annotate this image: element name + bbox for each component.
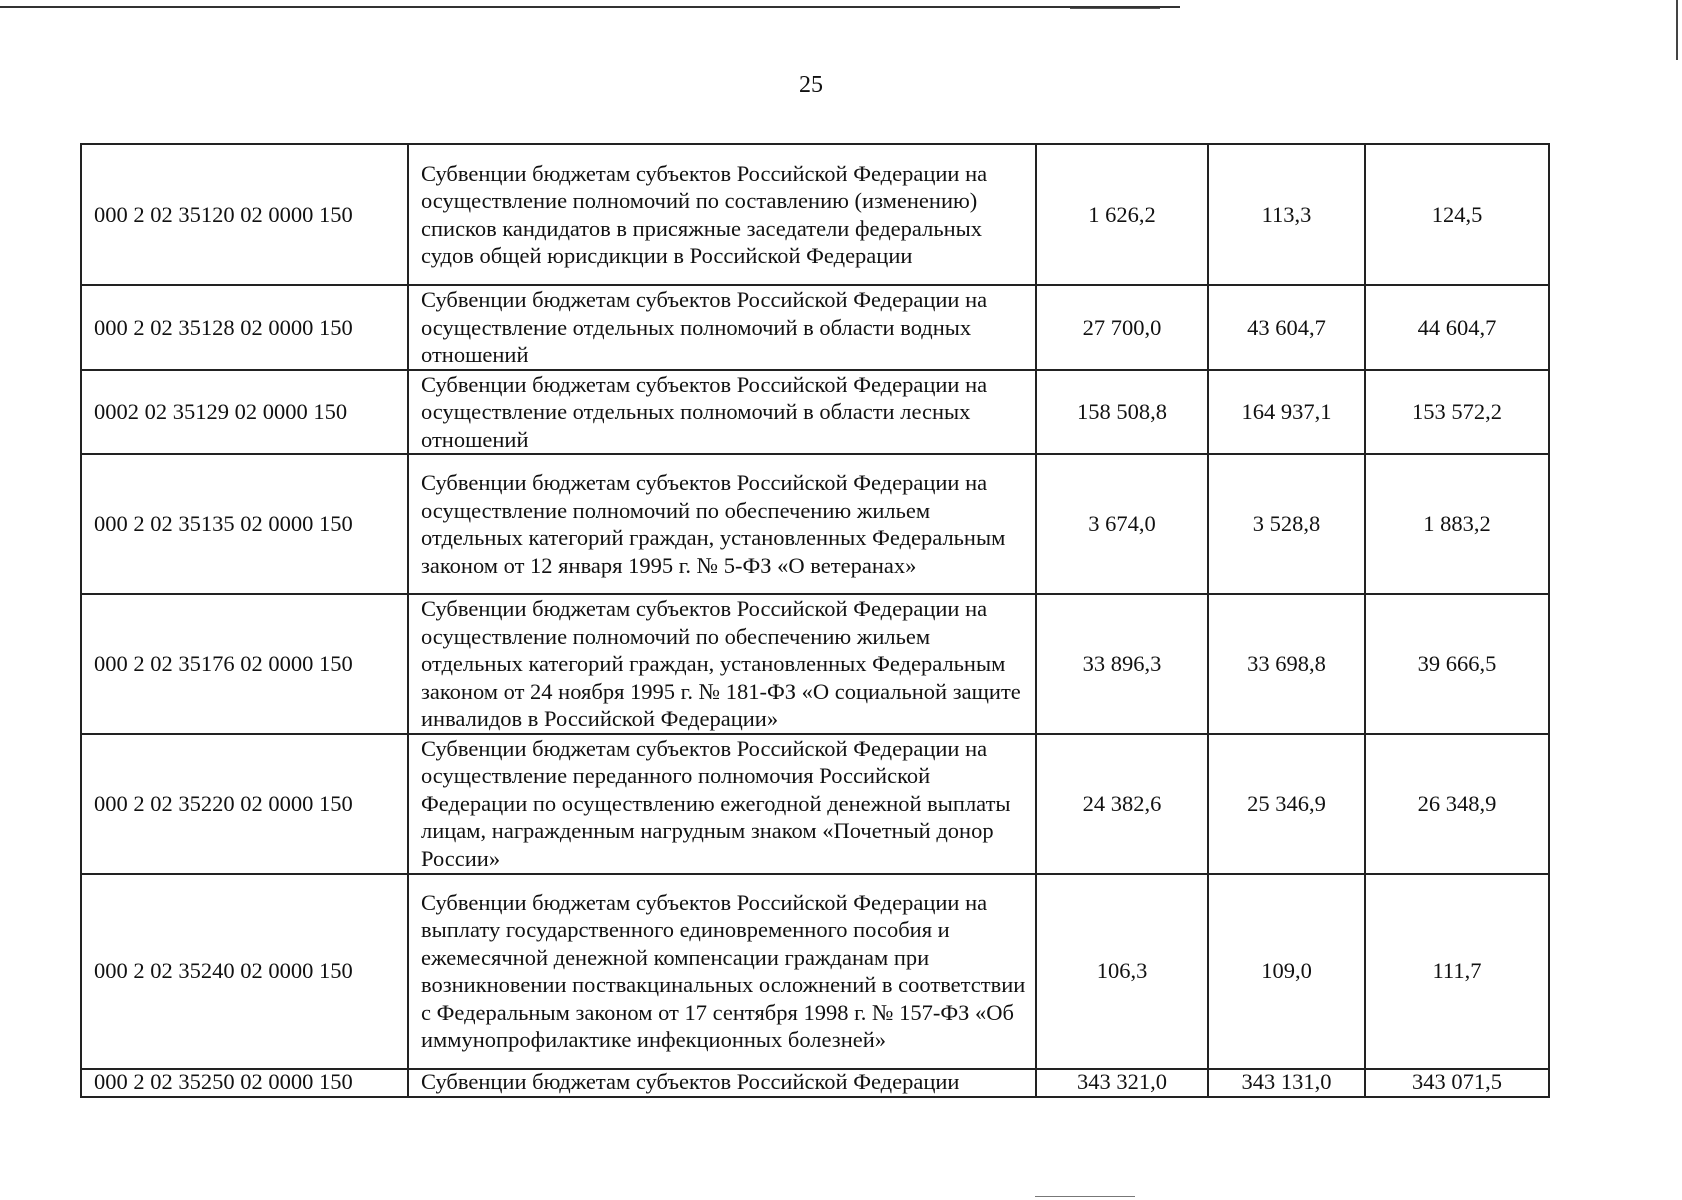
budget-code-cell: 000 2 02 35176 02 0000 150 <box>81 594 408 734</box>
value-year-2-cell: 43 604,7 <box>1208 285 1365 370</box>
value-year-1-cell: 158 508,8 <box>1036 370 1208 455</box>
top-scan-rule-fragment <box>1070 8 1160 9</box>
value-year-1-cell: 1 626,2 <box>1036 144 1208 285</box>
table-row <box>81 734 1549 874</box>
income-name-cell: Субвенции бюджетам субъектов Российской Федерации на осуществление полномочий по обеспечению жильем отдельных категорий граждан, установленных Федеральным законом от 24 ноября 1995 г. № 181-ФЗ «О социальной защите инвалидов в Российской Федерации» <box>408 594 1036 734</box>
income-name-cell: Субвенции бюджетам субъектов Российской Федерации на осуществление полномочий по составлению (изменению) списков кандидатов в присяжные заседатели федеральных судов общей юрисдикции в Российской Федерации <box>408 144 1036 285</box>
page-number: 25 <box>799 72 823 98</box>
table-row <box>81 454 1549 594</box>
income-name-cell: Субвенции бюджетам субъектов Российской Федерации на осуществление полномочий по обеспечению жильем отдельных категорий граждан, установленных Федеральным законом от 12 января 1995 г. № 5-ФЗ «О ветеранах» <box>408 454 1036 594</box>
value-year-3-cell: 153 572,2 <box>1365 370 1549 455</box>
budget-code-cell: 000 2 02 35128 02 0000 150 <box>81 285 408 370</box>
value-year-1-cell: 33 896,3 <box>1036 594 1208 734</box>
income-name-cell: Субвенции бюджетам субъектов Российской Федерации на выплату государственного единовременного пособия и ежемесячной денежной компенсации гражданам при возникновении поствакцинальных осложнений в соответствии с Федеральным законом от 17 сентября 1998 г. № 157-ФЗ «Об иммунопрофилактике инфекционных болезней» <box>408 874 1036 1069</box>
value-year-2-cell: 109,0 <box>1208 874 1365 1069</box>
budget-table <box>80 143 1550 1098</box>
right-scan-edge <box>1676 0 1678 60</box>
value-year-2-cell: 25 346,9 <box>1208 734 1365 874</box>
value-year-1-cell: 24 382,6 <box>1036 734 1208 874</box>
table-row <box>81 874 1549 1069</box>
budget-code-cell: 000 2 02 35120 02 0000 150 <box>81 144 408 285</box>
income-name-cell: Субвенции бюджетам субъектов Российской Федерации на осуществление отдельных полномочий в области водных отношений <box>408 285 1036 370</box>
value-year-2-cell: 33 698,8 <box>1208 594 1365 734</box>
value-year-1-cell: 343 321,0 <box>1036 1069 1208 1097</box>
value-year-3-cell: 44 604,7 <box>1365 285 1549 370</box>
value-year-2-cell: 3 528,8 <box>1208 454 1365 594</box>
top-scan-rule <box>0 6 1180 8</box>
table-row <box>81 1069 1549 1097</box>
value-year-2-cell: 164 937,1 <box>1208 370 1365 455</box>
bottom-scan-rule <box>1035 1196 1135 1197</box>
value-year-3-cell: 39 666,5 <box>1365 594 1549 734</box>
budget-code-cell: 000 2 02 35240 02 0000 150 <box>81 874 408 1069</box>
value-year-2-cell: 343 131,0 <box>1208 1069 1365 1097</box>
budget-code-cell: 000 2 02 35250 02 0000 150 <box>81 1069 408 1097</box>
budget-code-cell: 000 2 02 35135 02 0000 150 <box>81 454 408 594</box>
value-year-2-cell: 113,3 <box>1208 144 1365 285</box>
value-year-3-cell: 26 348,9 <box>1365 734 1549 874</box>
income-name-cell: Субвенции бюджетам субъектов Российской Федерации <box>408 1069 1036 1097</box>
value-year-3-cell: 1 883,2 <box>1365 454 1549 594</box>
value-year-3-cell: 124,5 <box>1365 144 1549 285</box>
table-row <box>81 370 1549 455</box>
income-name-cell: Субвенции бюджетам субъектов Российской Федерации на осуществление переданного полномочия Российской Федерации по осуществлению ежегодной денежной выплаты лицам, награжденным нагрудным знаком «Почетный донор России» <box>408 734 1036 874</box>
value-year-1-cell: 27 700,0 <box>1036 285 1208 370</box>
budget-code-cell: 000 2 02 35220 02 0000 150 <box>81 734 408 874</box>
value-year-1-cell: 3 674,0 <box>1036 454 1208 594</box>
income-name-cell: Субвенции бюджетам субъектов Российской Федерации на осуществление отдельных полномочий в области лесных отношений <box>408 370 1036 455</box>
value-year-3-cell: 111,7 <box>1365 874 1549 1069</box>
table-row <box>81 144 1549 285</box>
value-year-1-cell: 106,3 <box>1036 874 1208 1069</box>
budget-code-cell: 0002 02 35129 02 0000 150 <box>81 370 408 455</box>
table-row <box>81 285 1549 370</box>
table-row <box>81 594 1549 734</box>
value-year-3-cell: 343 071,5 <box>1365 1069 1549 1097</box>
